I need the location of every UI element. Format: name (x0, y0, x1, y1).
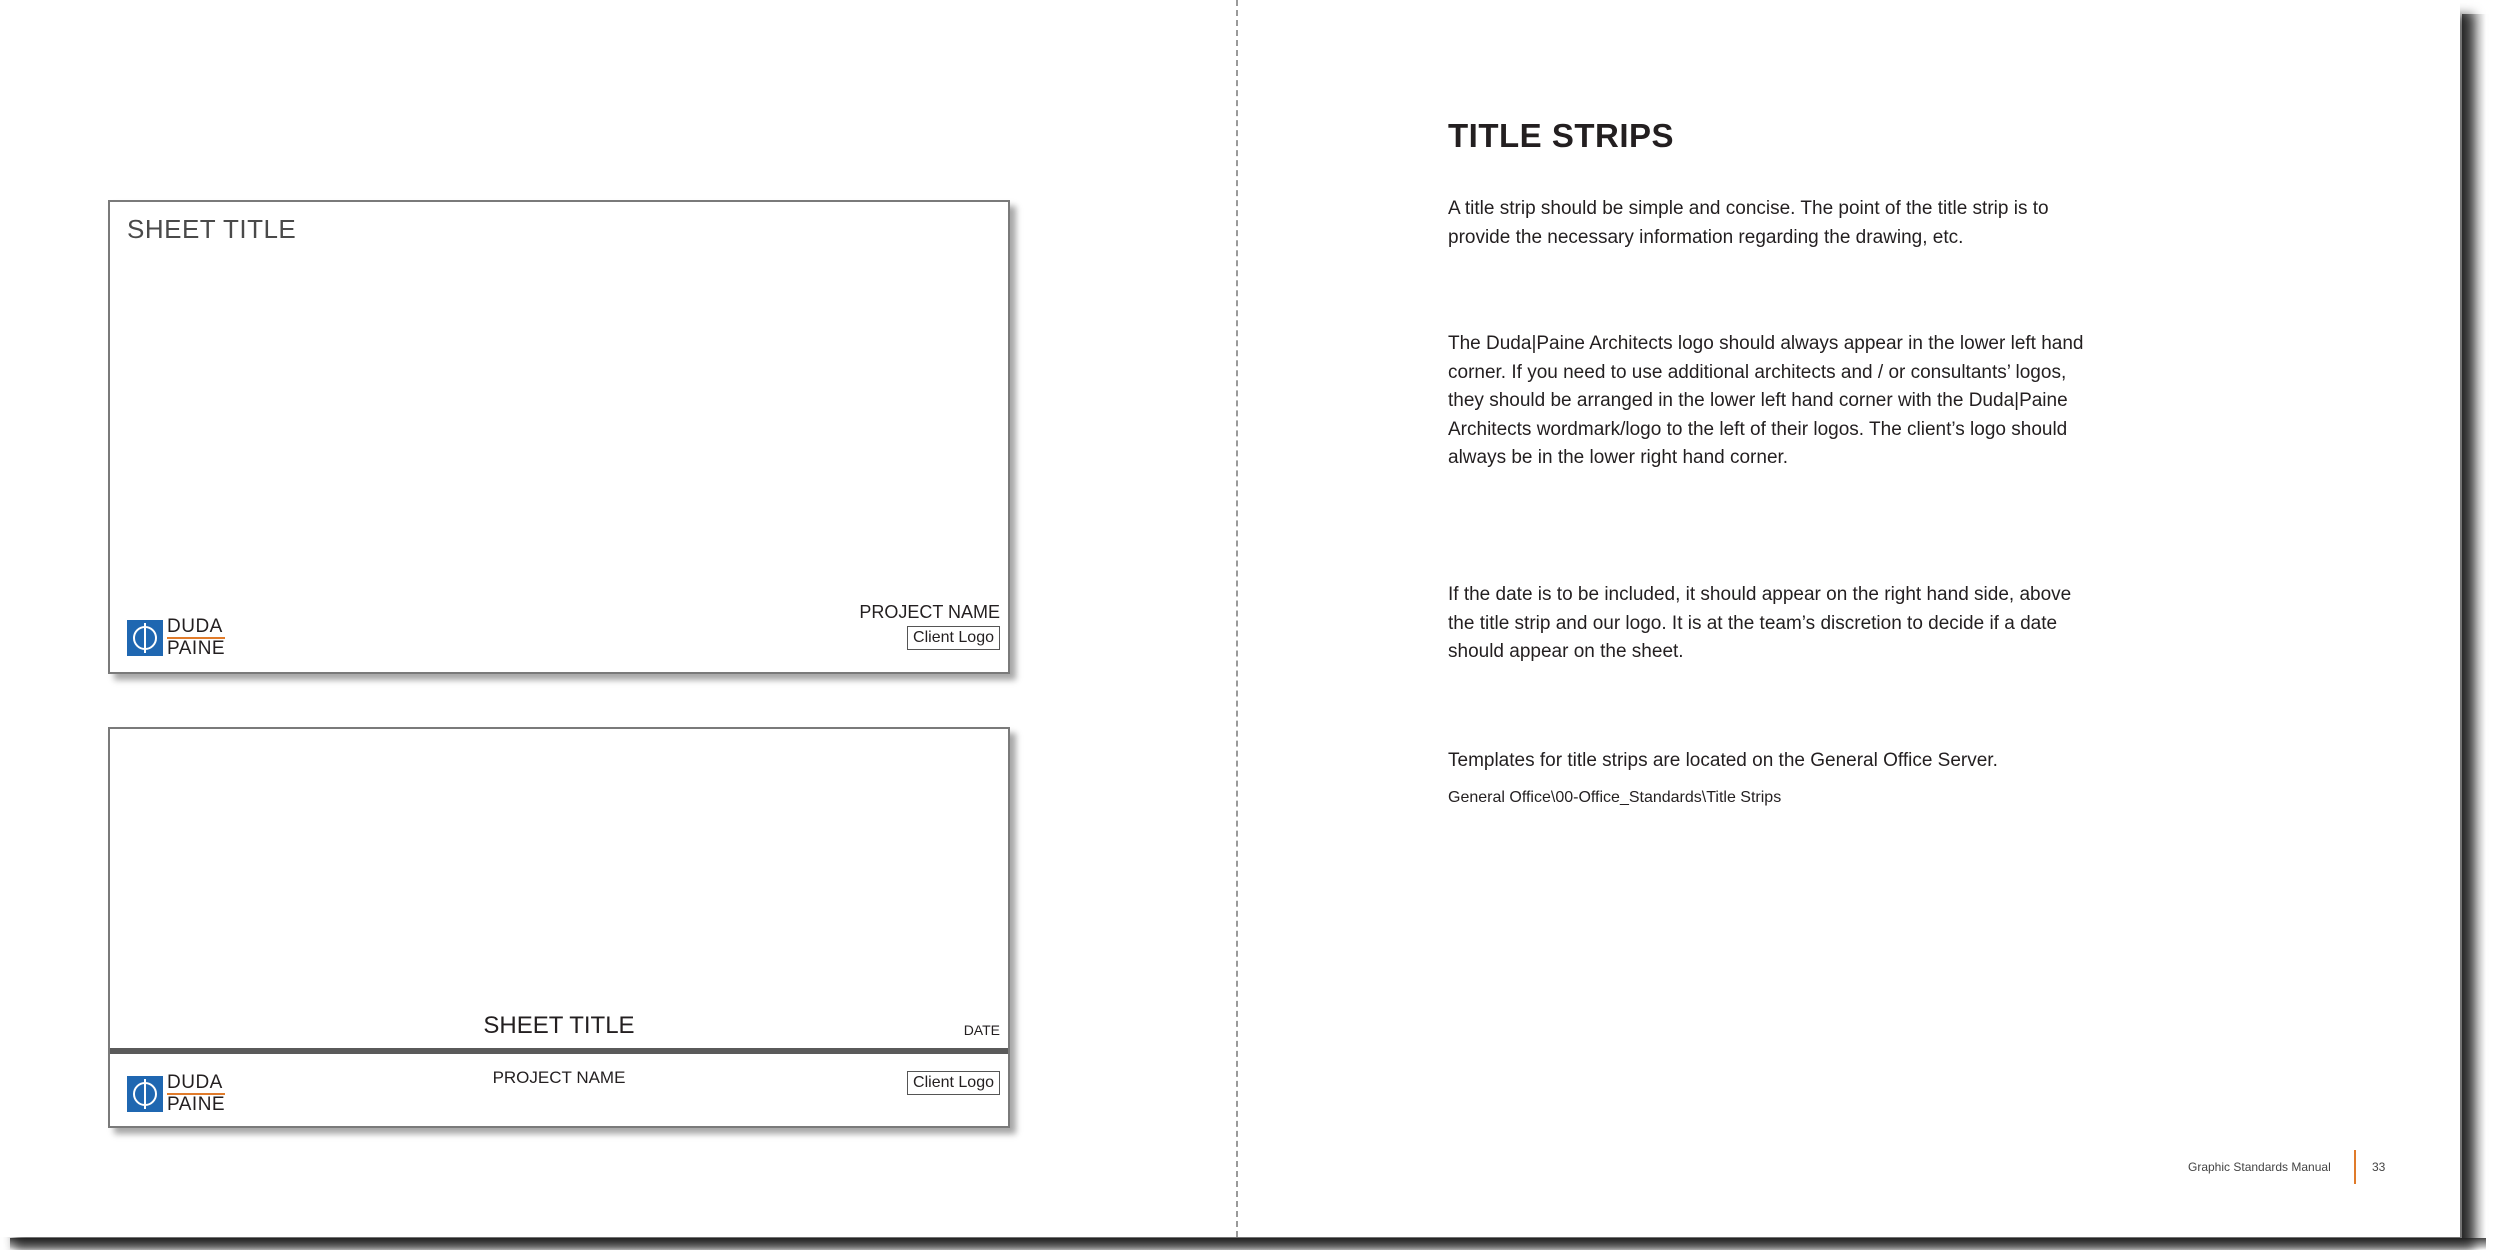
sheet-title: SHEET TITLE (483, 1012, 635, 1039)
page-shadow-right (2462, 14, 2486, 1250)
page-gutter-divider (1236, 0, 1238, 1237)
project-name: PROJECT NAME (859, 602, 1000, 622)
title-strip-rule (110, 1048, 1008, 1054)
page-heading: TITLE STRIPS (1448, 117, 1675, 154)
template-path: General Office\00-Office_Standards\Title Strips (1448, 789, 1782, 806)
logo-word-paine: PAINE (167, 1094, 226, 1115)
sample-sheet-standard (108, 200, 1010, 674)
paragraph-date: If the date is to be included, it should appear on the right hand side, above the title strip and our logo. It is at the team’s discretion to decide if a date should appear on the sheet. (1448, 584, 2072, 662)
paragraph-purpose: A title strip should be simple and concise. The point of the title strip is to provide the necessary information regarding the drawing, etc. (1448, 198, 2049, 248)
page-number: 33 (2372, 1160, 2386, 1174)
project-name: PROJECT NAME (492, 1068, 626, 1087)
sample-sheet-with-strip (108, 727, 1010, 1128)
logo-wordmark (167, 617, 225, 658)
client-logo-box: Client Logo (907, 626, 1000, 650)
duda-paine-logo (127, 617, 225, 658)
duda-paine-logo-icon (127, 620, 163, 656)
paragraph-logo-placement: The Duda|Paine Architects logo should always appear in the lower left hand corner. If you need to use additional architects and / or consultants’ logos, they should be arranged in the lower left hand corner with the Duda|Paine Architects wordmark/logo to the left of their logos. The client’s logo should always be in the lower right hand corner. (1448, 333, 2084, 468)
footer-manual-title: Graphic Standards Manual (2188, 1160, 2331, 1174)
logo-word-paine: PAINE (167, 638, 226, 659)
paragraph-templates: Templates for title strips are located on the General Office Server. (1448, 750, 1998, 771)
logo-word-duda: DUDA (167, 617, 225, 639)
sheet-title: SHEET TITLE (127, 214, 297, 244)
page-shadow-bottom (10, 1238, 2486, 1250)
client-logo-box: Client Logo (907, 1071, 1000, 1095)
logo-word-duda: DUDA (167, 1073, 225, 1095)
sheet-date: DATE (963, 1022, 1000, 1038)
footer-divider (2354, 1150, 2356, 1184)
